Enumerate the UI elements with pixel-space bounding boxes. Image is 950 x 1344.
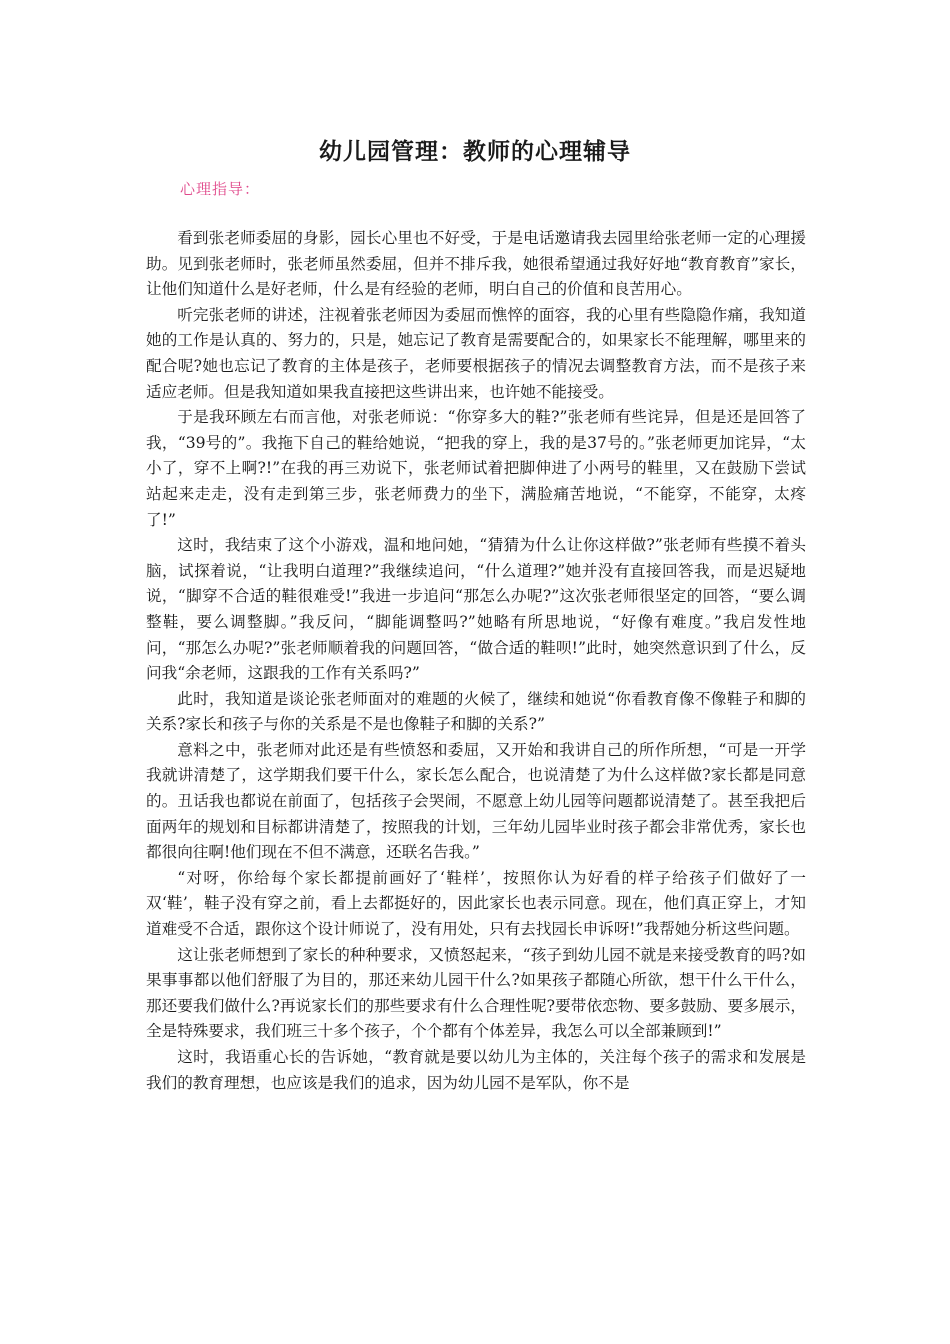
paragraph: 这时，我语重心长的告诉她，“教育就是要以幼儿为主体的，关注每个孩子的需求和发展是我们的教育理想，也应该是我们的追求，因为幼儿园不是军队，你不是 — [146, 1048, 806, 1092]
paragraph: 此时，我知道是谈论张老师面对的难题的火候了，继续和她说“你看教育像不像鞋子和脚的关系?家长和孩子与你的关系是不是也像鞋子和脚的关系?” — [146, 689, 806, 734]
paragraph: “对呀，你给每个家长都提前画好了‘鞋样’，按照你认为好看的样子给孩子们做好了一双‘鞋’，鞋子没有穿之前，看上去都挺好的，因此家长也表示同意。现在，他们真正穿上，才知道难受不合适，跟你这个设计师说了，没有用处，只有去找园长申诉呀!”我帮她分析这些问题。 — [146, 868, 806, 939]
paragraph: 这让张老师想到了家长的种种要求，又愤怒起来，“孩子到幼儿园不就是来接受教育的吗?如果事事都以他们舒服了为目的，那还来幼儿园干什么?如果孩子都随心所欲，想干什么干什么，那还要我们做什么?再说家长们的那些要求有什么合理性呢?要带依恋物、要多鼓励、要多展示，全是特殊要求，我们班三十多个孩子，个个都有个体差异，我怎么可以全部兼顾到!” — [146, 945, 806, 1041]
document-body — [146, 226, 806, 1096]
paragraph: 听完张老师的讲述，注视着张老师因为委屈而憔悴的面容，我的心里有些隐隐作痛，我知道她的工作是认真的、努力的，只是，她忘记了教育是需要配合的，如果家长不能理解，哪里来的配合呢?她也忘记了教育的主体是孩子，老师要根据孩子的情况去调整教育方法，而不是孩子来适应老师。但是我知道如果我直接把这些讲出来，也许她不能接受。 — [146, 305, 806, 401]
paragraph: 于是我环顾左右而言他，对张老师说：“你穿多大的鞋?”张老师有些诧异，但是还是回答了我，“39号的”。我拖下自己的鞋给她说，“把我的穿上，我的是37号的。”张老师更加诧异，“太小了，穿不上啊?!”在我的再三劝说下，张老师试着把脚伸进了小两号的鞋里，又在鼓励下尝试站起来走走，没有走到第三步，张老师费力的坐下，满脸痛苦地说，“不能穿，不能穿，太疼了!” — [146, 408, 806, 529]
paragraph: 意料之中，张老师对此还是有些愤怒和委屈，又开始和我讲自己的所作所想，“可是一开学我就讲清楚了，这学期我们要干什么，家长怎么配合，也说清楚了为什么这样做?家长都是同意的。丑话我也都说在前面了，包括孩子会哭闹，不愿意上幼儿园等问题都说清楚了。甚至我把后面两年的规划和目标都讲清楚了，按照我的计划，三年幼儿园毕业时孩子都会非常优秀，家长也都很向往啊!他们现在不但不满意，还联名告我。” — [146, 740, 806, 862]
section-label: 心理指导： — [180, 180, 261, 198]
document-title: 幼儿园管理：教师的心理辅导 — [319, 138, 631, 165]
paragraph: 这时，我结束了这个小游戏，温和地问她，“猜猜为什么让你这样做?”张老师有些摸不着头脑，试探着说，“让我明白道理?”我继续追问，“什么道理?”她并没有直接回答我，而是迟疑地说，“脚穿不合适的鞋很难受!”我进一步追问“那怎么办呢?”这次张老师很坚定的回答，“要么调整鞋，要么调整脚。”我反问，“脚能调整吗?”她略有所思地说，“好像有难度。”我启发性地问，“那怎么办呢?”张老师顺着我的问题回答，“做合适的鞋呗!”此时，她突然意识到了什么，反问我“余老师，这跟我的工作有关系吗?” — [146, 536, 806, 683]
paragraph: 看到张老师委屈的身影，园长心里也不好受，于是电话邀请我去园里给张老师一定的心理援助。见到张老师时，张老师虽然委屈，但并不排斥我，她很希望通过我好好地“教育教育”家长，让他们知道什么是好老师，什么是有经验的老师，明白自己的价值和良苦用心。 — [146, 229, 806, 299]
